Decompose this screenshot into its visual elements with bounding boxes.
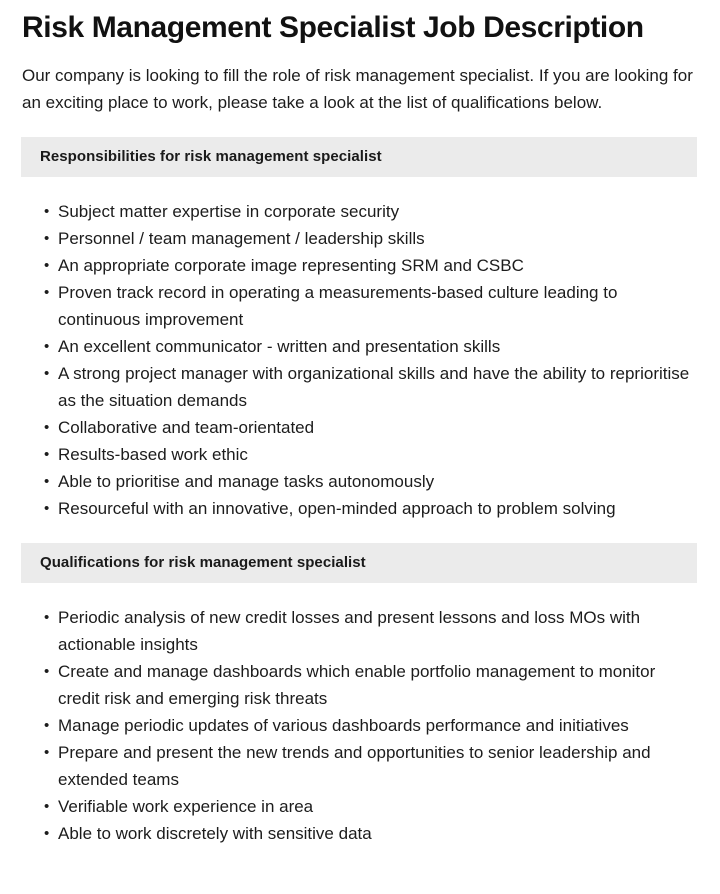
list-item [44,333,696,360]
list-item [44,225,696,252]
bullet-icon: • [44,230,50,247]
qualifications-section [0,543,720,847]
list-item [44,820,696,847]
bullet-icon: • [44,284,50,301]
list-item-text: Periodic analysis of new credit losses and present lessons and loss MOs with actionable insights [58,608,641,654]
responsibilities-list [0,177,720,522]
bullet-icon: • [44,203,50,220]
intro-paragraph: Our company is looking to fill the role of risk management specialist. If you are looking for an exciting place to work, please take a look at the list of qualifications below. [22,66,693,112]
list-item-text: A strong project manager with organizational skills and have the ability to reprioritise as the situation demands [58,364,690,410]
bullet-icon: • [44,825,50,842]
list-item [44,793,696,820]
list-item-text: Resourceful with an innovative, open-minded approach to problem solving [58,499,616,518]
list-item [44,495,696,522]
list-item-text: Personnel / team management / leadership skills [58,229,425,248]
bullet-icon: • [44,798,50,815]
list-item [44,279,696,333]
list-item [44,441,696,468]
list-item [44,604,696,658]
bullet-icon: • [44,446,50,463]
bullet-icon: • [44,663,50,680]
list-item [44,414,696,441]
qualifications-heading: Qualifications for risk management specialist [40,554,366,571]
list-item [44,739,696,793]
list-item [44,252,696,279]
bullet-icon: • [44,500,50,517]
page-title: Risk Management Specialist Job Description [22,11,644,44]
list-item [44,468,696,495]
responsibilities-heading: Responsibilities for risk management specialist [40,148,382,165]
responsibilities-section [0,137,720,522]
qualifications-list [0,583,720,847]
list-item [44,360,696,414]
bullet-icon: • [44,717,50,734]
list-item [44,712,696,739]
bullet-icon: • [44,744,50,761]
bullet-icon: • [44,365,50,382]
list-item-text: Able to prioritise and manage tasks autonomously [58,472,435,491]
list-item-text: Verifiable work experience in area [58,797,314,816]
bullet-icon: • [44,473,50,490]
bullet-icon: • [44,257,50,274]
list-item [44,198,696,225]
list-item-text: Create and manage dashboards which enable portfolio management to monitor credit risk and emerging risk threats [58,662,656,708]
list-item-text: Manage periodic updates of various dashboards performance and initiatives [58,716,629,735]
list-item [44,658,696,712]
list-item-text: Prepare and present the new trends and opportunities to senior leadership and extended teams [58,743,651,789]
list-item-text: Collaborative and team-orientated [58,418,315,437]
responsibilities-section-header [21,137,697,177]
bullet-icon: • [44,609,50,626]
list-item-text: Proven track record in operating a measurements-based culture leading to continuous improvement [58,283,618,329]
list-item-text: Results-based work ethic [58,445,248,464]
list-item-text: Subject matter expertise in corporate security [58,202,400,221]
bullet-icon: • [44,419,50,436]
list-item-text: An excellent communicator - written and presentation skills [58,337,501,356]
bullet-icon: • [44,338,50,355]
qualifications-section-header [21,543,697,583]
list-item-text: Able to work discretely with sensitive data [58,824,372,843]
list-item-text: An appropriate corporate image representing SRM and CSBC [58,256,524,275]
